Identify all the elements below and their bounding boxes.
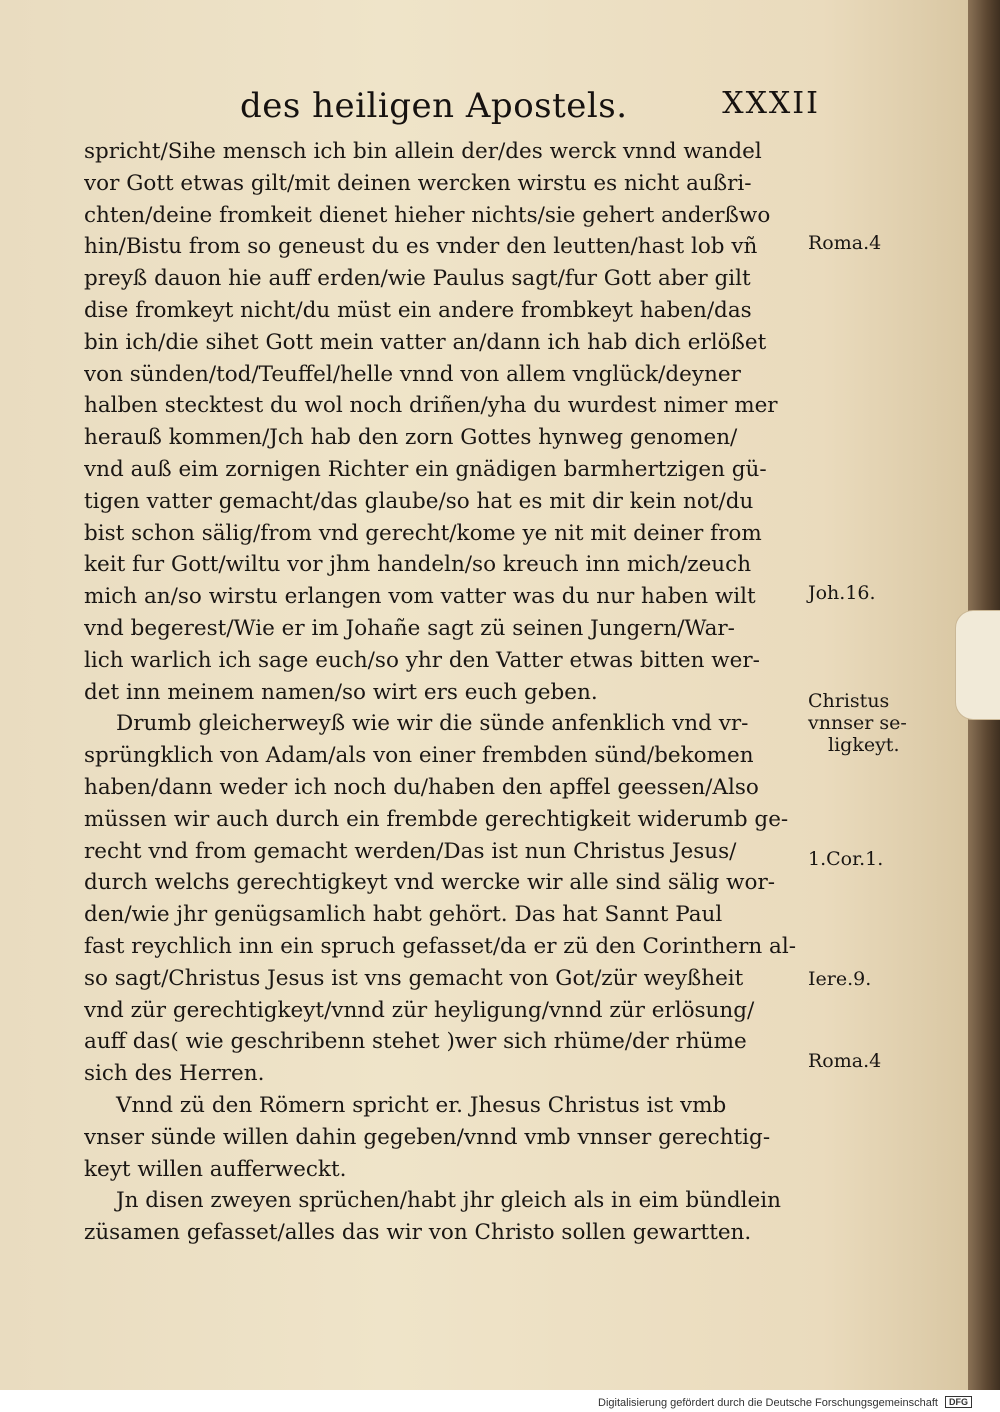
running-title: des heiligen Apostels. bbox=[240, 86, 628, 126]
text-line: lich warlich ich sage euch/so yhr den Vatter etwas bitten wer- bbox=[84, 647, 760, 673]
margin-note-christus: Christus bbox=[808, 690, 890, 712]
text-line: halben stecktest du wol noch driñen/yha du wurdest nimer mer bbox=[84, 393, 778, 419]
margin-notes bbox=[808, 0, 907, 1390]
margin-note-iere-9: Iere.9. bbox=[808, 968, 872, 990]
text-line: bist schon sälig/from vnd gerecht/kome ye nit mit deiner from bbox=[84, 520, 762, 546]
text-line: chten/deine fromkeit dienet hieher nichts/sie gehert anderßwo bbox=[84, 202, 771, 228]
text-line: det inn meinem namen/so wirt ers euch geben. bbox=[84, 679, 598, 705]
folio-number: XXXII bbox=[722, 86, 820, 121]
text-line: herauß kommen/Jch hab den zorn Gottes hynweg genomen/ bbox=[84, 425, 738, 451]
margin-note-roma-4: Roma.4 bbox=[808, 232, 882, 254]
text-line: durch welchs gerechtigkeyt vnd wercke wir alle sind sälig wor- bbox=[84, 870, 775, 896]
credit-text: Digitalisierung gefördert durch die Deutsche Forschungsgemeinschaft bbox=[598, 1397, 938, 1409]
text-line: Drumb gleicherweyß wie wir die sünde anfenklich vnd vr- bbox=[116, 711, 749, 737]
text-line: vnd begerest/Wie er im Johañe sagt zü seinen Jungern/War- bbox=[84, 615, 735, 641]
margin-note-cor-1: 1.Cor.1. bbox=[808, 848, 884, 870]
text-line: auff das( wie geschribenn stehet )wer sich rhüme/der rhüme bbox=[84, 1029, 747, 1055]
text-line: hin/Bistu from so geneust du es vnder den leutten/hast lob vñ bbox=[84, 234, 758, 260]
text-line: keit fur Gott/wiltu vor jhm handeln/so kreuch inn mich/zeuch bbox=[84, 552, 752, 578]
text-line: Vnnd zü den Römern spricht er. Jhesus Christus ist vmb bbox=[116, 1092, 727, 1118]
text-line: sich des Herren. bbox=[84, 1061, 265, 1087]
page-header bbox=[240, 86, 820, 136]
text-line: sprüngklich von Adam/als von einer frembden sünd/bekomen bbox=[84, 743, 754, 769]
text-line: tigen vatter gemacht/das glaube/so hat es mit dir kein not/du bbox=[84, 488, 754, 514]
text-line: haben/dann weder ich noch du/haben den apffel geessen/Also bbox=[84, 774, 759, 800]
text-line: Jn disen zweyen sprüchen/habt jhr gleich als in eim bündlein bbox=[116, 1188, 781, 1214]
text-line: von sünden/tod/Teuffel/helle vnnd von allem vnglück/deyner bbox=[84, 361, 741, 387]
text-line: mich an/so wirstu erlangen vom vatter was du nur haben wilt bbox=[84, 584, 756, 610]
digitization-credit bbox=[598, 1396, 972, 1409]
margin-note-joh-16: Joh.16. bbox=[808, 582, 876, 604]
text-line: den/wie jhr genügsamlich habt gehört. Das hat Sannt Paul bbox=[84, 902, 723, 928]
margin-note-christus-line2: vnnser se- bbox=[808, 712, 907, 734]
margin-note-roma-4-second: Roma.4 bbox=[808, 1050, 882, 1072]
text-line: recht vnd from gemacht werden/Das ist nun Christus Jesus/ bbox=[84, 838, 737, 864]
text-line: müssen wir auch durch ein frembde gerechtigkeit widerumb ge- bbox=[84, 806, 789, 832]
text-line: fast reychlich inn ein spruch gefasset/da er zü den Corinthern al- bbox=[84, 933, 797, 959]
text-line: bin ich/die sihet Gott mein vatter an/dann ich hab dich erlößet bbox=[84, 329, 767, 355]
bookmark-tab bbox=[955, 610, 1000, 720]
text-line: preyß dauon hie auff erden/wie Paulus sagt/fur Gott aber gilt bbox=[84, 266, 751, 292]
text-line: vor Gott etwas gilt/mit deinen wercken wirstu es nicht außri- bbox=[84, 170, 752, 196]
text-line: vnd zür gerechtigkeyt/vnnd zür heyligung/vnnd zür erlösung/ bbox=[84, 997, 755, 1023]
text-line: dise fromkeyt nicht/du müst ein andere frombkeyt haben/das bbox=[84, 297, 752, 323]
main-text-block bbox=[84, 136, 802, 1249]
text-line: vnser sünde willen dahin gegeben/vnnd vmb vnnser gerechtig- bbox=[84, 1124, 771, 1150]
text-line: vnd auß eim zornigen Richter ein gnädigen barmhertzigen gü- bbox=[84, 456, 767, 482]
text-line: keyt willen aufferweckt. bbox=[84, 1156, 347, 1182]
dfg-logo: DFG bbox=[945, 1396, 972, 1408]
margin-note-christus-line3: ligkeyt. bbox=[828, 734, 900, 756]
text-line: so sagt/Christus Jesus ist vns gemacht von Got/zür weyßheit bbox=[84, 965, 744, 991]
text-line: züsamen gefasset/alles das wir von Christo sollen gewartten. bbox=[84, 1220, 752, 1246]
text-line: spricht/Sihe mensch ich bin allein der/des werck vnnd wandel bbox=[84, 139, 762, 164]
